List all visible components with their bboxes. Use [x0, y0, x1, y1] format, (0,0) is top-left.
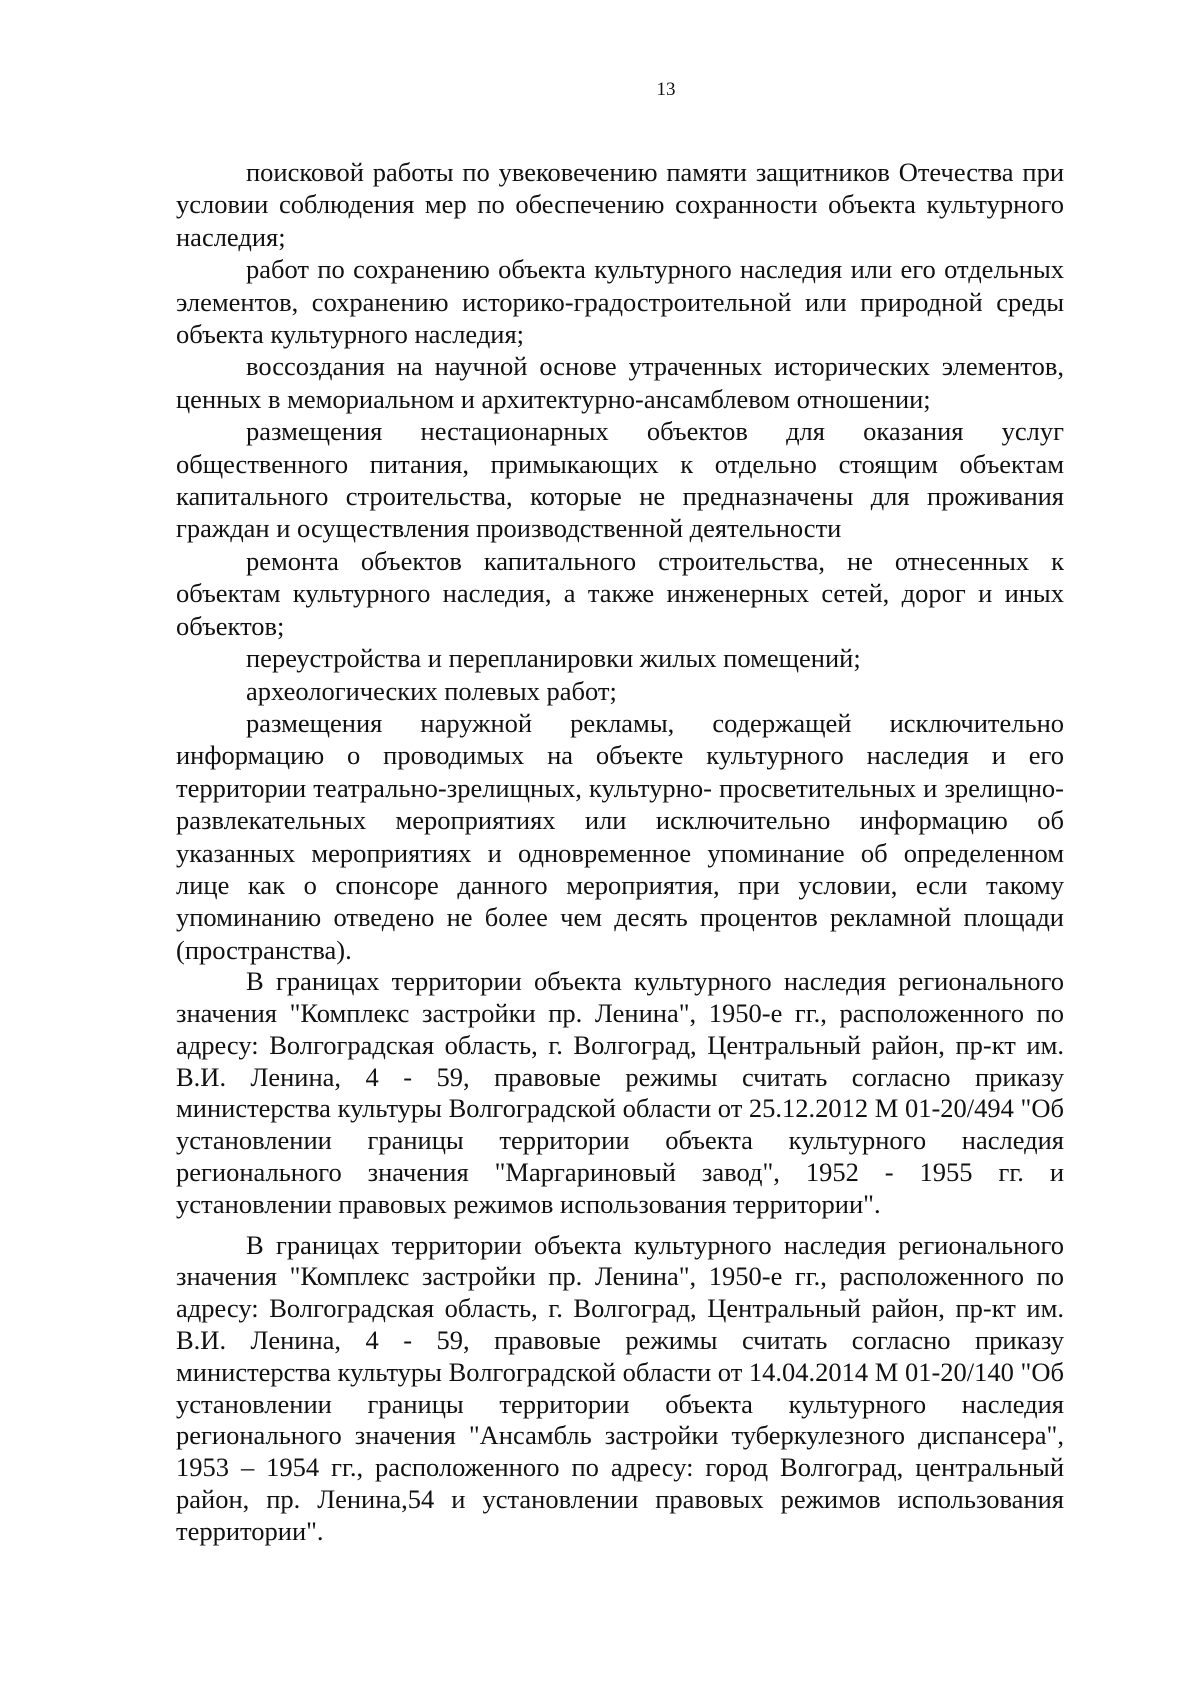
- paragraph-non-stationary-objects: размещения нестационарных объектов для оказания услуг общественного питания, примыкающих к отдельно стоящим объектам капитального строительства, которые не предназначены для проживания граждан и осуществления производственной деятельности: [176, 416, 1064, 544]
- paragraph-search-work: поисковой работы по увековечению памяти защитников Отечества при условии соблюдения мер по обеспечению сохранности объекта культурного наследия;: [176, 157, 1064, 252]
- paragraph-recreation: воссоздания на научной основе утраченных исторических элементов, ценных в мемориальном и архитектурно-ансамблевом отношении;: [176, 351, 1064, 414]
- paragraph-dispensary-regime: В границах территории объекта культурного наследия регионального значения "Комплекс застройки пр. Ленина", 1950-е гг., расположенного по адресу: Волгоградская область, г. Волгоград, Центральный район, пр-кт им. В.И. Ленина, 4 - 59, правовые режимы считать согласно приказу министерства культуры Волгоградской области от 14.04.2014 М 01-20/140 "Об установлении границы территории объекта культурного наследия регионального значения "Ансамбль застройки туберкулезного диспансера", 1953 – 1954 гг., расположенного по адресу: город Волгоград, центральный район, пр. Ленина,54 и установлении правовых режимов использования территории".: [176, 1229, 1064, 1546]
- paragraph-advertising: размещения наружной рекламы, содержащей исключительно информацию о проводимых на объекте культурного наследия и его территории театрально-зрелищных, культурно- просветительных и зрелищно-развлекательных мероприятиях или исключительно информацию об указанных мероприятиях и одновременное упоминание об определенном лице как о спонсоре данного мероприятия, при условии, если такому упоминанию отведено не более чем десять процентов рекламной площади (пространства).: [176, 707, 1064, 965]
- paragraph-archaeology: археологических полевых работ;: [246, 675, 617, 706]
- paragraph-margarine-plant-regime: В границах территории объекта культурного наследия регионального значения "Комплекс застройки пр. Ленина", 1950-е гг., расположенного по адресу: Волгоградская область, г. Волгоград, Центральный район, пр-кт им. В.И. Ленина, 4 - 59, правовые режимы считать согласно приказу министерства культуры Волгоградской области от 25.12.2012 М 01-20/494 "Об установлении границы территории объекта культурного наследия регионального значения "Маргариновый завод", 1952 - 1955 гг. и установлении правовых режимов использования территории".: [176, 966, 1064, 1219]
- paragraph-preservation-work: работ по сохранению объекта культурного наследия или его отдельных элементов, сохранению историко-градостроительной или природной среды объекта культурного наследия;: [176, 254, 1064, 350]
- paragraph-capital-repair: ремонта объектов капитального строительства, не отнесенных к объектам культурного наследия, а также инженерных сетей, дорог и иных объектов;: [176, 545, 1064, 641]
- page-number: 13: [656, 79, 676, 100]
- document-body: [176, 156, 1064, 1548]
- paragraph-redevelopment: переустройства и перепланировки жилых помещений;: [246, 643, 861, 674]
